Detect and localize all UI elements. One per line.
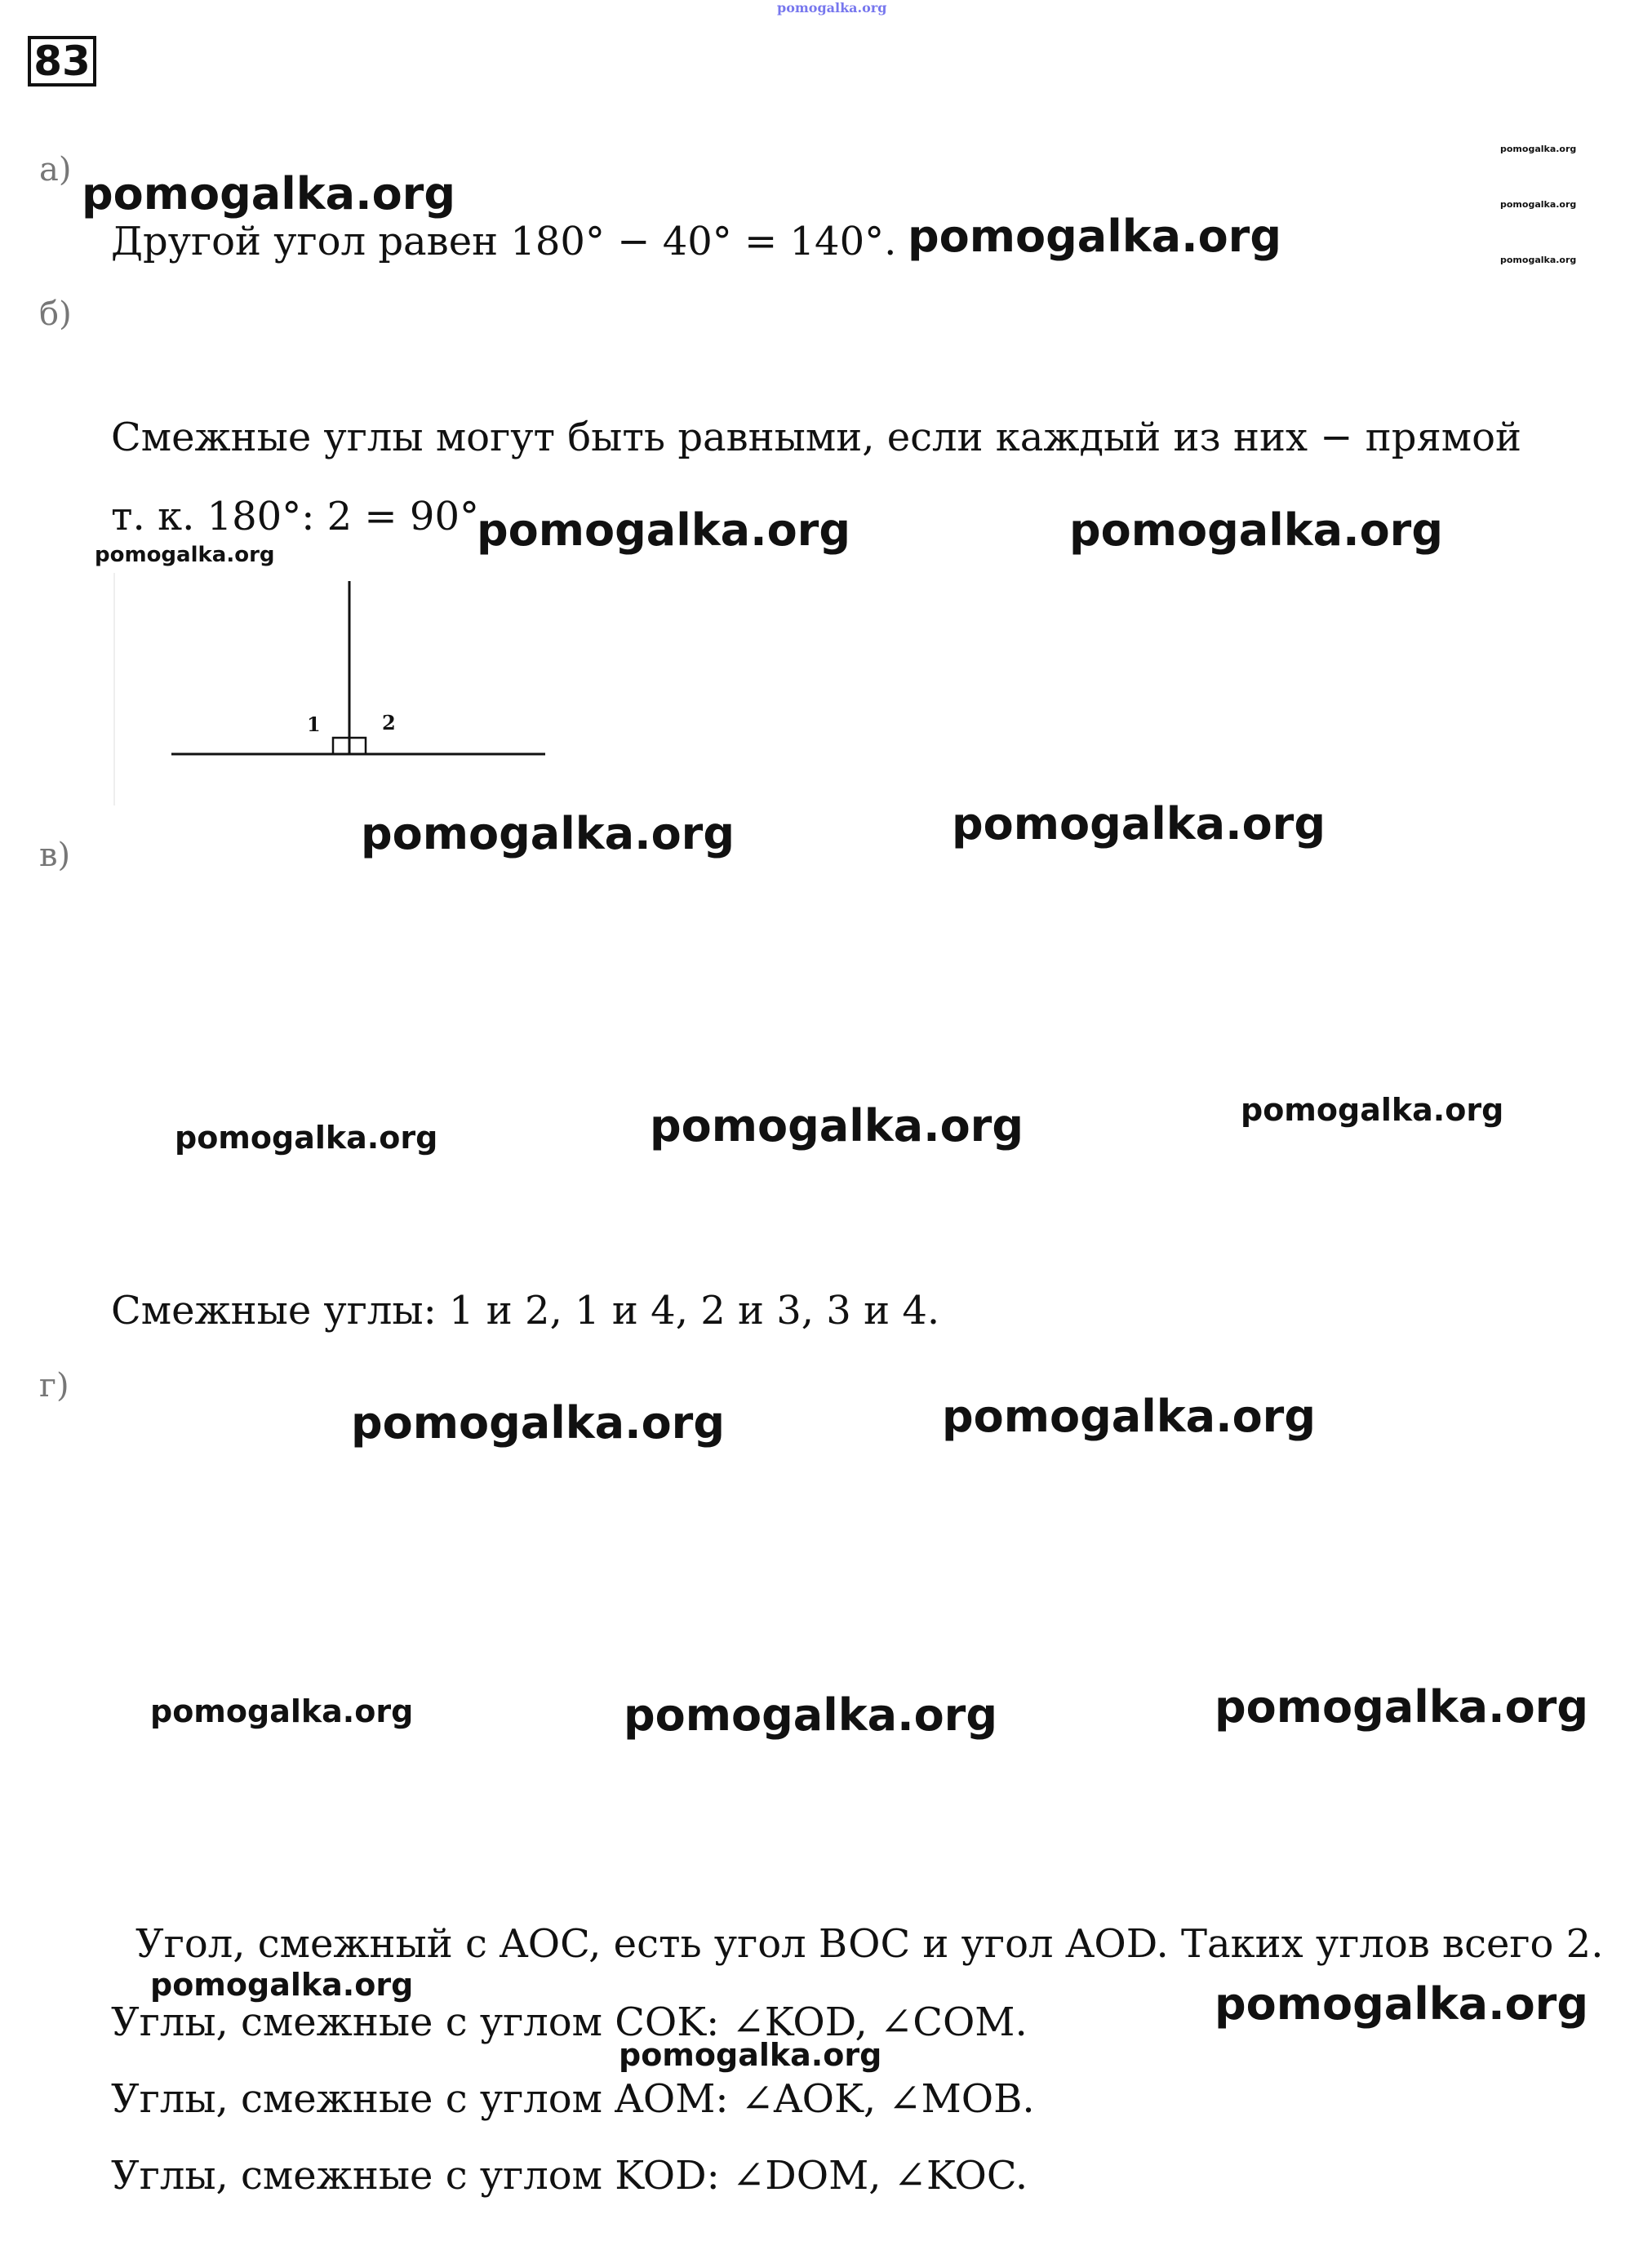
watermark: pomogalka.org bbox=[1215, 1978, 1588, 2030]
part-a-text: Другой угол равен 180° − 40° = 140°. bbox=[111, 219, 897, 264]
angle-2-label: 2 bbox=[382, 711, 396, 734]
part-g-line1: Угол, смежный с AOC, есть угол BOC и угол AOD. Таких углов всего 2. bbox=[135, 1921, 1604, 1967]
problem-number: 83 bbox=[28, 36, 96, 87]
watermark: pomogalka.org bbox=[1500, 255, 1577, 265]
watermark: pomogalka.org bbox=[624, 1689, 997, 1741]
watermark: pomogalka.org bbox=[361, 808, 735, 859]
watermark: pomogalka.org bbox=[1500, 144, 1577, 154]
part-g-line2: Углы, смежные с углом COK: ∠KOD, ∠COM. bbox=[111, 1999, 1028, 2045]
watermark: pomogalka.org bbox=[2, 2236, 78, 2247]
angle-1-label: 1 bbox=[307, 712, 321, 736]
watermark: pomogalka.org bbox=[82, 168, 455, 220]
part-b-line2: т. к. 180°: 2 = 90°. bbox=[111, 494, 492, 539]
watermark: pomogalka.org bbox=[351, 1397, 725, 1449]
watermark: pomogalka.org bbox=[1500, 199, 1577, 210]
watermark: pomogalka.org bbox=[150, 1693, 414, 1729]
watermark: pomogalka.org bbox=[952, 798, 1326, 850]
watermark: pomogalka.org bbox=[1241, 1092, 1504, 1128]
part-v-text: Смежные углы: 1 и 2, 1 и 4, 2 и 3, 3 и 4. bbox=[111, 1288, 940, 1334]
watermark: pomogalka.org bbox=[1069, 504, 1443, 556]
part-b-line1: Смежные углы могут быть равными, если каждый из них − прямой bbox=[111, 415, 1521, 460]
right-angle-figure bbox=[106, 573, 563, 810]
watermark: pomogalka.org bbox=[1215, 1681, 1588, 1733]
label-part-a: а) bbox=[39, 151, 72, 189]
top-watermark: pomogalka.org bbox=[777, 0, 887, 16]
watermark: pomogalka.org bbox=[477, 504, 850, 556]
label-part-g: г) bbox=[39, 1367, 69, 1405]
watermark: pomogalka.org bbox=[150, 1967, 414, 2003]
part-g-line4: Углы, смежные с углом KOD: ∠DOM, ∠KOC. bbox=[111, 2153, 1028, 2199]
watermark: pomogalka.org bbox=[95, 543, 275, 567]
label-part-v: в) bbox=[39, 837, 71, 874]
watermark: pomogalka.org bbox=[619, 2037, 882, 2073]
watermark: pomogalka.org bbox=[175, 1120, 438, 1156]
watermark: pomogalka.org bbox=[942, 1391, 1316, 1442]
part-g-line3: Углы, смежные с углом AOM: ∠AOK, ∠MOB. bbox=[111, 2076, 1035, 2122]
label-part-b: б) bbox=[39, 295, 72, 333]
watermark: pomogalka.org bbox=[908, 211, 1281, 262]
watermark: pomogalka.org bbox=[650, 1100, 1024, 1152]
